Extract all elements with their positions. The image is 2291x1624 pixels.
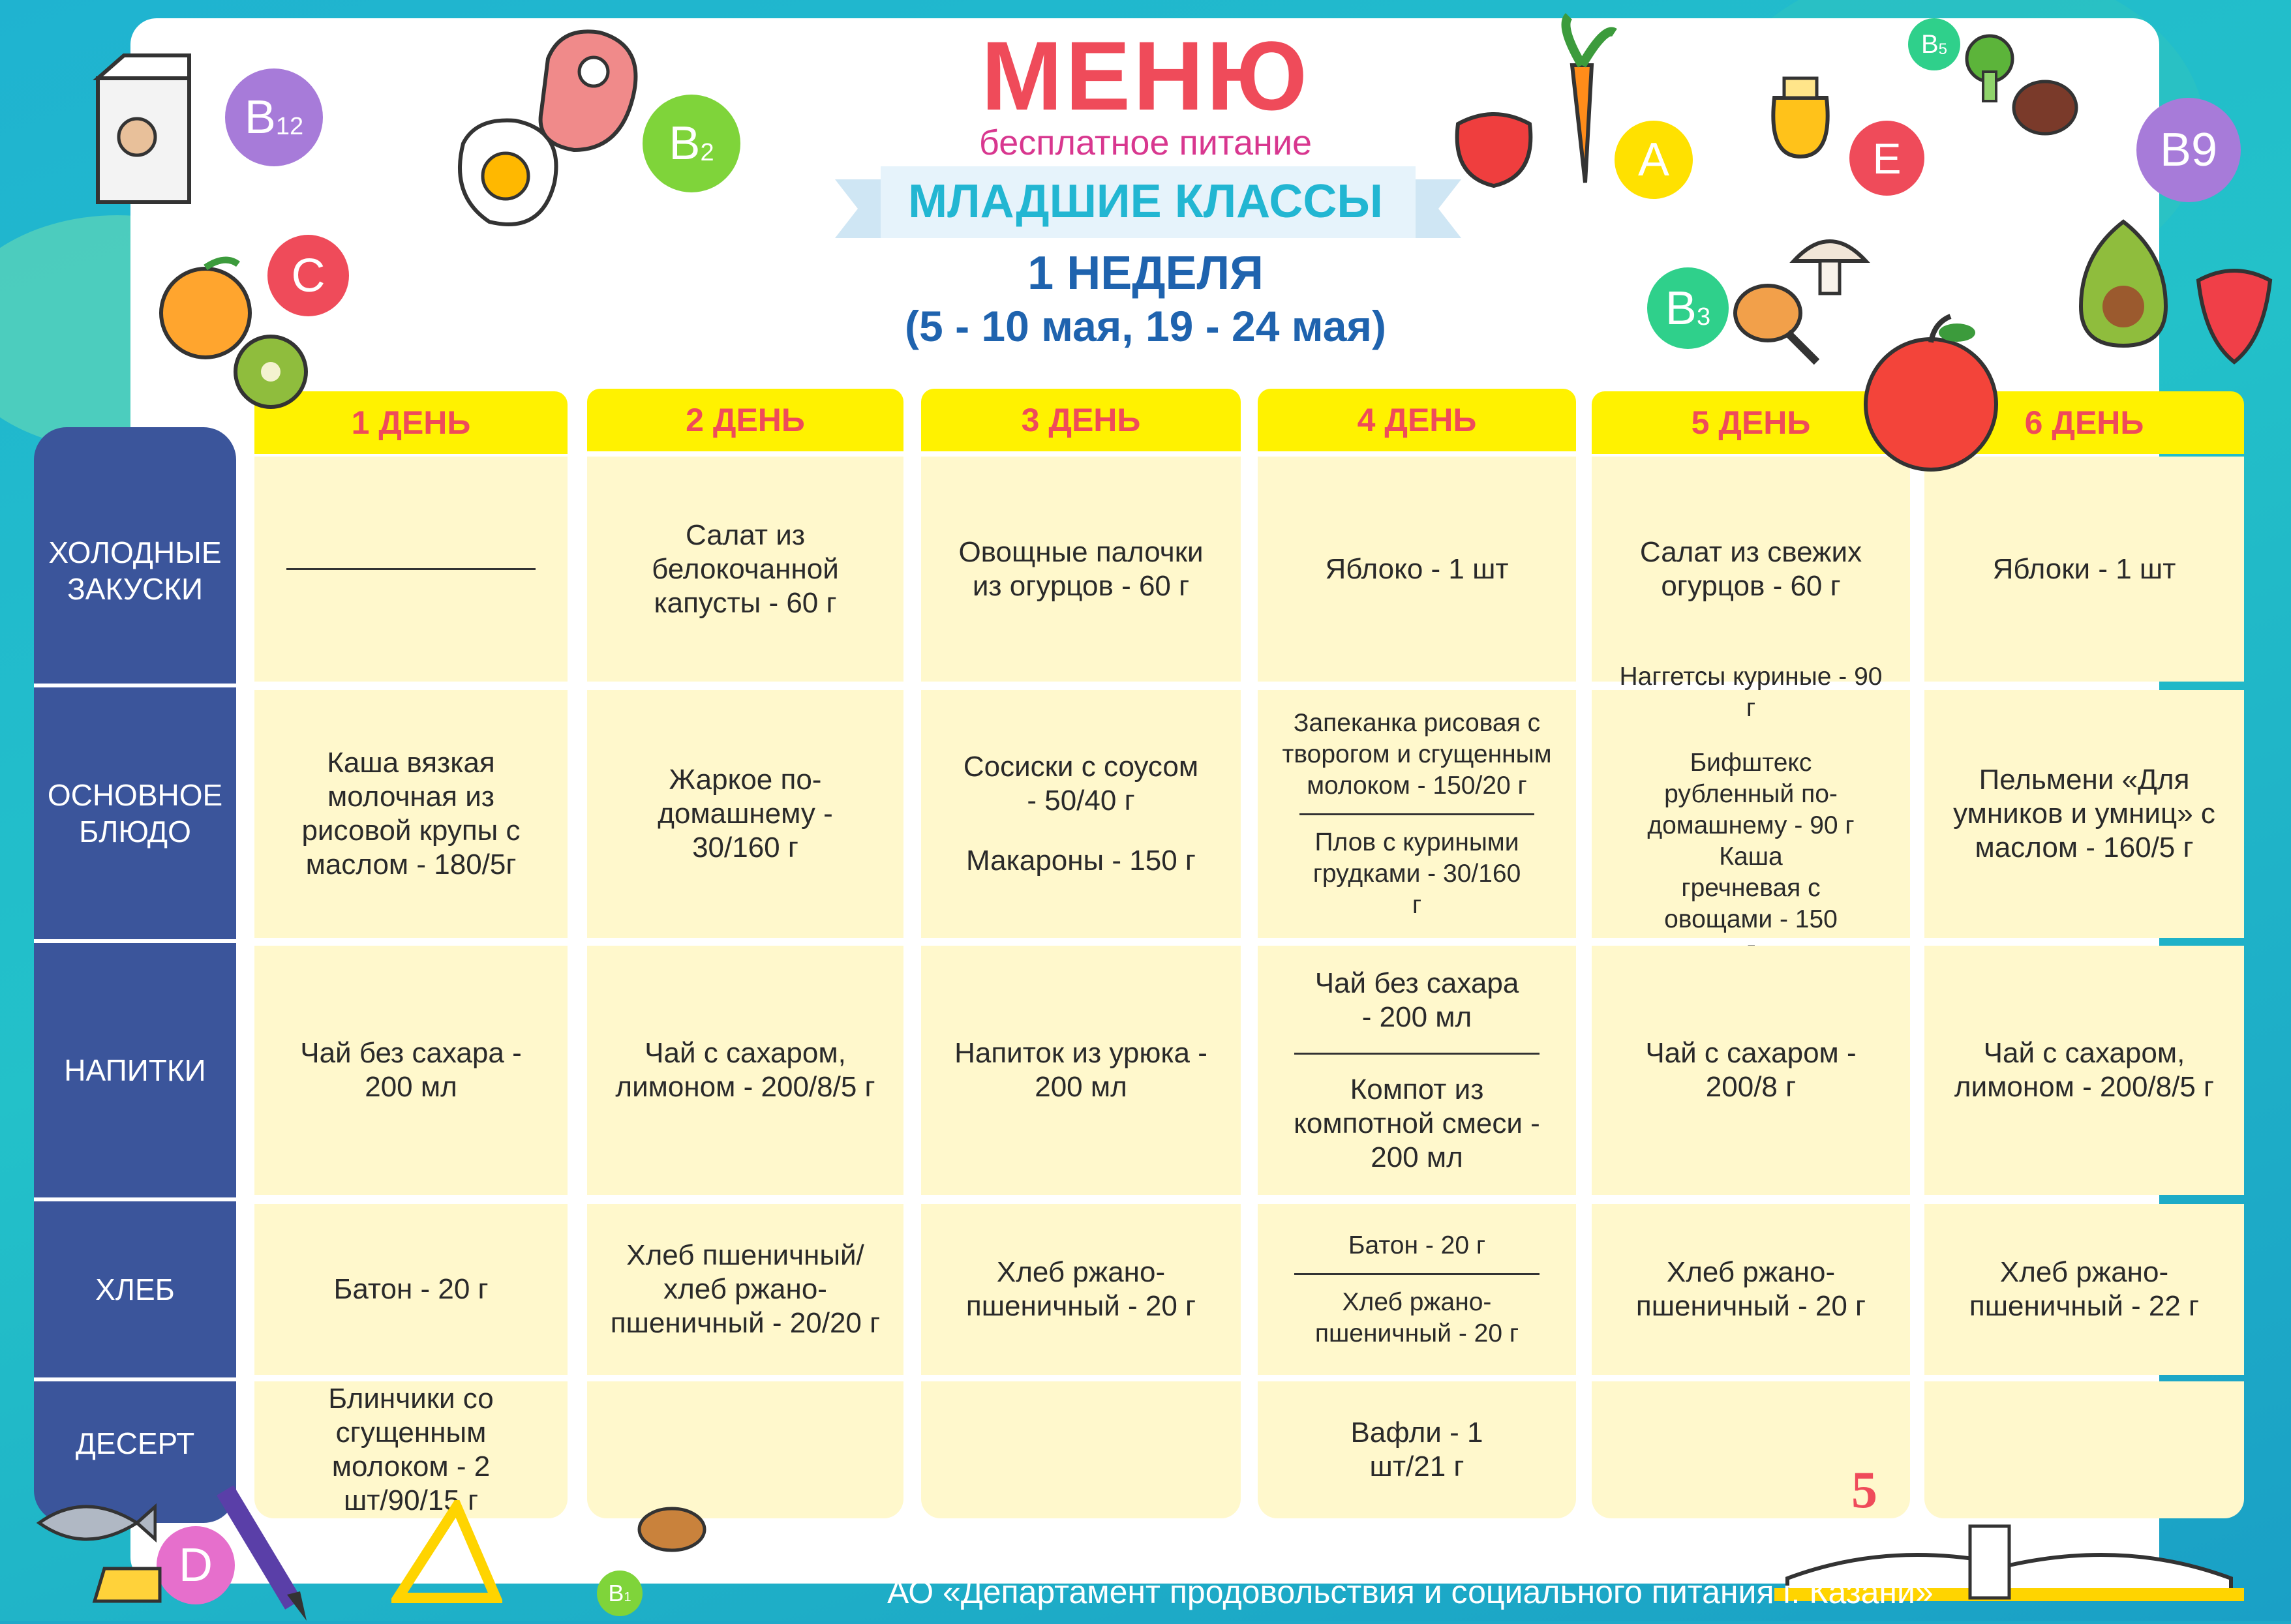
vitamin-b5-badge bbox=[1908, 18, 1960, 70]
apple-icon bbox=[1859, 313, 2003, 476]
cheese-icon bbox=[91, 1549, 163, 1608]
vitamin-letter: A bbox=[1637, 134, 1670, 186]
drink-item: Компот из компотной смеси - 200 мл bbox=[1294, 1073, 1540, 1173]
vitamin-letter: E bbox=[1872, 134, 1902, 183]
vitamin-b1-badge bbox=[597, 1571, 643, 1616]
cell-main-day3 bbox=[921, 690, 1241, 938]
cell-bread-day2: Хлеб пшеничный/хлеб ржано-пшеничный - 20/20 г bbox=[587, 1204, 903, 1375]
main-item: Наггетсы куриные - 90 г bbox=[1619, 663, 1883, 722]
vitamin-letter: B bbox=[244, 91, 276, 143]
vitamin-letter: B bbox=[608, 1580, 624, 1606]
pepper-icon bbox=[1445, 98, 1543, 189]
vitamin-letter: D bbox=[179, 1539, 213, 1591]
page-subtitle: бесплатное питание bbox=[979, 123, 1312, 162]
cell-cold-day2: Салат из белокочанной капусты - 60 г bbox=[587, 457, 903, 682]
pencil-icon bbox=[209, 1474, 313, 1624]
cell-drinks-day1: Чай без сахара - 200 мл bbox=[254, 946, 568, 1195]
day-header-2: 2 ДЕНЬ bbox=[587, 389, 903, 451]
vitamin-letter: C bbox=[291, 249, 326, 302]
vitamin-b3-badge bbox=[1647, 267, 1729, 349]
liver-icon bbox=[2009, 72, 2081, 143]
milk-carton-icon bbox=[91, 52, 202, 209]
cell-main-day1: Каша вязкая молочная из рисовой крупы с маслом - 180/5г bbox=[254, 690, 568, 938]
footer-organization: АО «Департамент продовольствия и социального питания г. Казани» bbox=[887, 1574, 1934, 1610]
vitamin-e-badge bbox=[1849, 121, 1924, 196]
cell-bread-day4 bbox=[1258, 1204, 1576, 1375]
strawberry-icon bbox=[2192, 254, 2277, 365]
cell-drinks-day2: Чай с сахаром, лимоном - 200/8/5 г bbox=[587, 946, 903, 1195]
ruler-triangle-icon bbox=[391, 1500, 502, 1604]
bread-icon bbox=[636, 1500, 708, 1559]
cell-cold-day4: Яблоко - 1 шт bbox=[1258, 457, 1576, 682]
vitamin-subscript: 12 bbox=[275, 112, 304, 140]
cell-cold-day6: Яблоки - 1 шт bbox=[1924, 457, 2244, 682]
drink-item: Чай без сахара - 200 мл bbox=[1314, 967, 1519, 1033]
main-item: Макароны - 150 г bbox=[966, 845, 1196, 877]
main-item: Запеканка рисовая с творогом и сгущенным молоком - 150/20 г bbox=[1282, 708, 1552, 800]
day-header-6: 6 ДЕНЬ bbox=[1924, 391, 2244, 454]
chicken-leg-icon bbox=[1729, 274, 1827, 372]
main-item: Каша гречневая с овощами - 150 bbox=[1664, 843, 1838, 933]
day-header-3: 3 ДЕНЬ bbox=[921, 389, 1241, 451]
vitamin-subscript: 1 bbox=[624, 1589, 631, 1604]
date-range: (5 - 10 мая, 19 - 24 мая) bbox=[905, 302, 1386, 350]
cell-dessert-day1: Блинчики со сгущенным молоком - 2 шт/90/15 г bbox=[254, 1381, 568, 1518]
bread-item: Хлеб ржано-пшеничный - 20 г bbox=[1314, 1287, 1519, 1347]
cell-main-day6: Пельмени «Для умников и умниц» с маслом - 160/5 г bbox=[1924, 690, 2244, 938]
vitamin-letter: B9 bbox=[2159, 124, 2218, 176]
cell-bread-day5: Хлеб ржано-пшеничный - 20 г bbox=[1592, 1204, 1910, 1375]
row-label-main: ОСНОВНОЕ БЛЮДО bbox=[47, 778, 223, 849]
cell-bread-day1: Батон - 20 г bbox=[254, 1204, 568, 1375]
day-header-5: 5 ДЕНЬ bbox=[1592, 391, 1910, 454]
vitamin-letter: B bbox=[1665, 282, 1697, 335]
day-header-4: 4 ДЕНЬ bbox=[1258, 389, 1576, 451]
grade-five-mark: 5 bbox=[1851, 1462, 1877, 1519]
cell-drinks-day5: Чай с сахаром - 200/8 г bbox=[1592, 946, 1910, 1195]
row-label-drinks: НАПИТКИ bbox=[64, 1053, 206, 1087]
cell-main-day4 bbox=[1258, 690, 1576, 938]
main-item: Бифштекс рубленный по-домашнему - 90 г bbox=[1647, 749, 1855, 839]
vitamin-b2-badge bbox=[643, 95, 740, 192]
fish-icon bbox=[26, 1494, 157, 1552]
steak-icon bbox=[522, 20, 652, 163]
cell-bread-day3: Хлеб ржано-пшеничный - 20 г bbox=[921, 1204, 1241, 1375]
row-label-dessert: ДЕСЕРТ bbox=[75, 1426, 195, 1460]
cell-dessert-day3 bbox=[921, 1381, 1241, 1518]
ribbon-text: МЛАДШИЕ КЛАССЫ bbox=[908, 175, 1383, 228]
page-title: МЕНЮ bbox=[980, 21, 1310, 130]
cell-dessert-day4: Вафли - 1 шт/21 г bbox=[1258, 1381, 1576, 1518]
item-divider bbox=[1299, 813, 1534, 815]
item-divider bbox=[1294, 1273, 1540, 1275]
vitamin-letter: B bbox=[669, 117, 701, 170]
empty-dash bbox=[286, 568, 536, 570]
bread-item: Батон - 20 г bbox=[1348, 1231, 1486, 1259]
cell-bread-day6: Хлеб ржано-пшеничный - 22 г bbox=[1924, 1204, 2244, 1375]
cell-drinks-day3: Напиток из урюка - 200 мл bbox=[921, 946, 1241, 1195]
vitamin-b12-badge bbox=[225, 68, 323, 166]
vitamin-c-badge bbox=[267, 235, 349, 316]
vitamin-subscript: 5 bbox=[1938, 40, 1948, 58]
main-item: Плов с куриными грудками - 30/160 г bbox=[1312, 828, 1521, 919]
cell-cold-day3: Овощные палочки из огурцов - 60 г bbox=[921, 457, 1241, 682]
vitamin-letter: B bbox=[1920, 29, 1939, 59]
cell-main-day2: Жаркое по-домашнему - 30/160 г bbox=[587, 690, 903, 938]
honey-jar-icon bbox=[1761, 59, 1840, 163]
cell-main-day5 bbox=[1592, 663, 1910, 938]
vitamin-subscript: 2 bbox=[700, 138, 714, 166]
row-label-cold: ХОЛОДНЫЕ ЗАКУСКИ bbox=[48, 535, 222, 606]
cell-dessert-day2 bbox=[587, 1381, 903, 1518]
week-label: 1 НЕДЕЛЯ bbox=[1027, 247, 1264, 299]
cell-cold-day5: Салат из свежих огурцов - 60 г bbox=[1592, 457, 1910, 682]
avocado-icon bbox=[2074, 215, 2172, 352]
vitamin-b9-badge bbox=[2136, 98, 2241, 202]
row-label-bread: ХЛЕБ bbox=[95, 1272, 175, 1306]
cell-cold-day1 bbox=[254, 457, 568, 682]
day-header-1: 1 ДЕНЬ bbox=[254, 391, 568, 454]
cell-drinks-day4 bbox=[1258, 946, 1576, 1195]
main-item: Сосиски с соусом - 50/40 г bbox=[963, 751, 1199, 817]
kiwi-icon bbox=[232, 333, 310, 411]
carrot-icon bbox=[1533, 13, 1631, 189]
item-divider bbox=[1294, 1053, 1539, 1055]
vitamin-subscript: 3 bbox=[1696, 303, 1711, 331]
cell-drinks-day6: Чай с сахаром, лимоном - 200/8/5 г bbox=[1924, 946, 2244, 1195]
